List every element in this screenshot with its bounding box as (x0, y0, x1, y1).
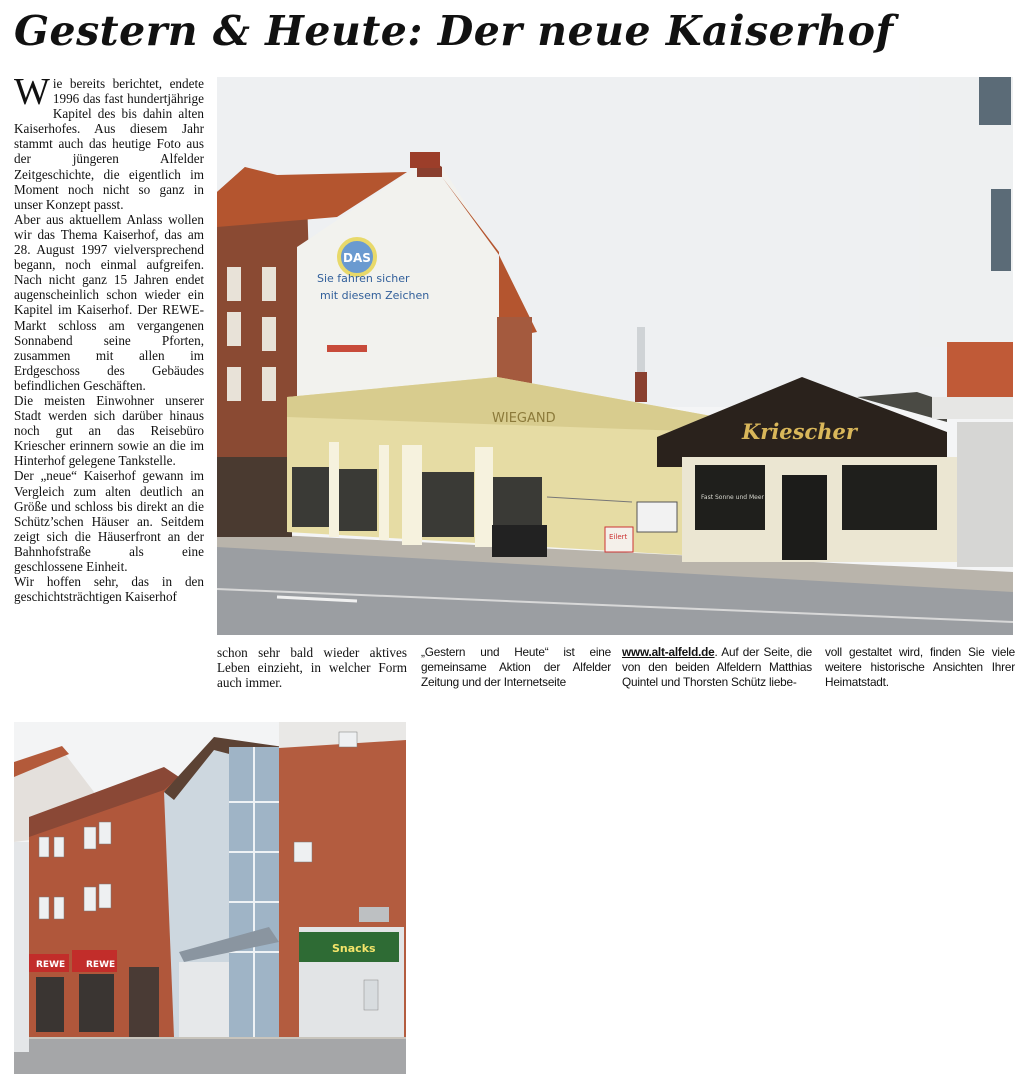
paragraph: Der „neue“ Kaiserhof gewann im Vergleich zum alten deutlich an Größe und schloss bis direkt an die Schütz’schen Häuser an. Seitdem zeigt sich die Häuserfront an der Bahnhofstraße als eine geschlossene Einheit. (14, 468, 204, 574)
photo-kaiserhof-today (14, 722, 406, 1074)
website-link[interactable]: www.alt-alfeld.de (622, 645, 715, 659)
snacks-sign: Snacks (332, 942, 376, 955)
rewe-sign-2: REWE (86, 960, 116, 970)
paragraph: Aber aus aktuellem Anlass wollen wir das Thema Kaiserhof, das am 28. August 1997 vielversprechend begann, noch einmal aufgreifen. Nach nicht ganz 15 Jahren endet augenscheinlich schon wieder ein Kapitel im Kaiserhof. Der REWE-Markt schloss am vergangenen Sonnabend seine Pforten, zusammen mit allen im Erdgeschoss des Gebäudes befindlichen Geschäften. (14, 211, 204, 393)
new-photo-drawing (14, 722, 406, 1074)
das-logo-text: DAS (343, 251, 371, 265)
drop-cap: W (14, 71, 50, 113)
credit-text: . Auf der Seite, die von den beiden Alfeldern Matthias Quintel und Thorsten Schütz liebe- (622, 645, 812, 690)
wiegand-sign: WIEGAND (492, 411, 556, 426)
kriescher-subtitle: Fast Sonne und Meer (701, 494, 764, 501)
das-slogan-line-2: mit diesem Zeichen (320, 289, 430, 302)
credit-column-2 (622, 645, 812, 690)
old-photo-drawing (217, 77, 1013, 635)
article-continuation: schon sehr bald wieder aktives Leben einzieht, in welcher Form auch immer. (217, 645, 407, 691)
paragraph: Wir hoffen sehr, das in den geschichtsträchtigen Kaiserhof (14, 574, 204, 605)
das-slogan-line-1: Sie fahren sicher (317, 272, 410, 285)
photo-kaiserhof-1996 (217, 77, 1013, 635)
credit-column-1: „Gestern und Heute“ ist eine gemeinsame Aktion der Alfelder Zeitung und der Internetseite (421, 645, 611, 690)
lead-text: ie bereits berichtet, endete 1996 das fast hundertjährige Kapitel des bis dahin alten Kaiserhofes. Aus diesem Jahr stammt auch das heutige Foto aus der jüngeren Alfelder Zeitgeschichte, die eigentlich im Moment noch nicht so ganz in unser Konzept passt. (14, 76, 204, 212)
eilert-sign: Eilert (609, 533, 628, 541)
rewe-sign-1: REWE (36, 960, 66, 970)
article-headline: Gestern & Heute: Der neue Kaiserhof (14, 7, 894, 55)
lead-paragraph (14, 71, 204, 212)
kriescher-sign: Kriescher (742, 419, 857, 444)
article-body (14, 71, 204, 605)
paragraph: Die meisten Einwohner unserer Stadt werden sich darüber hinaus noch gut an das Reisebüro Kriescher erinnern sowie an die im Hinterhof gelegene Tankstelle. (14, 392, 204, 469)
credit-column-3: voll gestaltet wird, finden Sie viele weitere historische Ansichten Ihrer Heimatstadt. (825, 645, 1015, 690)
